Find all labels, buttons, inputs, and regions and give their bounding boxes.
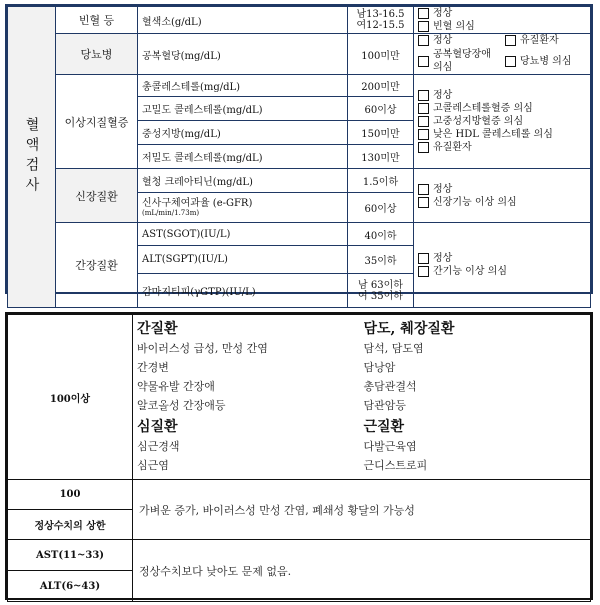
checkbox-icon xyxy=(418,90,429,101)
item-fasting-glucose: 공복혈당(mg/dL) xyxy=(138,34,348,75)
item-total-cholesterol: 총콜레스테롤(mg/dL) xyxy=(138,75,348,97)
option-existing[interactable]: 유질환자 xyxy=(418,141,586,154)
option-existing[interactable]: 유질환자 xyxy=(505,34,586,47)
result-liver xyxy=(414,223,591,308)
checkbox-icon xyxy=(418,56,429,67)
checkbox-icon xyxy=(505,35,516,46)
result-kidney xyxy=(414,169,591,223)
item-ldl: 저밀도 콜레스테롤(mg/dL) xyxy=(138,145,348,169)
category-diabetes: 당뇨병 xyxy=(56,34,138,75)
list-item: 근디스트로피 xyxy=(363,459,428,472)
list-item: 다발근육염 xyxy=(363,440,417,453)
option-anemia[interactable]: 빈혈 의심 xyxy=(418,20,586,33)
checkbox-icon xyxy=(418,184,429,195)
checkbox-icon xyxy=(418,8,429,19)
list-item: 알코올성 간장애등 xyxy=(137,399,226,412)
list-item: 총담관결석 xyxy=(363,380,417,393)
result-lipid xyxy=(414,75,591,169)
normal-note: 정상수치보다 낮아도 문제 없음. xyxy=(133,540,591,602)
checkbox-icon xyxy=(418,35,429,46)
label-over-100: 100이상 xyxy=(8,315,133,480)
ref-ldl: 130미만 xyxy=(348,145,414,169)
ref-alt: 35이하 xyxy=(348,246,414,274)
checkbox-icon xyxy=(418,21,429,32)
item-hdl: 고밀도 콜레스테롤(mg/dL) xyxy=(138,97,348,121)
checkbox-icon xyxy=(418,266,429,277)
option-normal[interactable]: 정상 xyxy=(418,34,499,47)
option-normal[interactable]: 정상 xyxy=(418,183,586,196)
list-item: 담관암등 xyxy=(363,399,407,412)
group-heart-disease: 심질환 심근경색 심근염 xyxy=(137,417,364,475)
group-muscle-disease: 근질환 다발근육염 근디스트로피 xyxy=(364,417,591,475)
list-item: 간경변 xyxy=(137,361,169,374)
ref-triglyceride: 150미만 xyxy=(348,121,414,145)
item-hemoglobin: 혈색소(g/dL) xyxy=(138,7,348,34)
blood-test-label: 혈액검사 xyxy=(8,7,56,308)
group-liver-disease: 간질환 바이러스성 급성, 만성 간염 간경변 약물유발 간장애 알코올성 간장애등 xyxy=(137,319,364,415)
option-kidney-abnormal[interactable]: 신장기능 이상 의심 xyxy=(418,196,586,209)
ref-ast: 40이하 xyxy=(348,223,414,246)
list-item: 심근염 xyxy=(137,459,169,472)
item-ast: AST(SGOT)(IU/L) xyxy=(138,223,348,246)
label-alt-range: ALT(6~43) xyxy=(8,571,133,602)
interpretation-table xyxy=(5,312,593,600)
upper-note: 가벼운 증가, 바이러스성 만성 간염, 폐쇄성 황달의 가능성 xyxy=(133,480,591,540)
option-normal[interactable]: 정상 xyxy=(418,7,586,20)
category-liver: 간장질환 xyxy=(56,223,138,308)
option-normal[interactable]: 정상 xyxy=(418,89,586,102)
checkbox-icon xyxy=(418,142,429,153)
blood-test-table xyxy=(5,4,593,302)
result-anemia xyxy=(414,7,591,34)
ref-ggt: 남 63이하 여 35이하 xyxy=(348,274,414,308)
list-item: 약물유발 간장애 xyxy=(137,380,215,393)
checkbox-icon xyxy=(418,197,429,208)
list-item: 담낭암 xyxy=(363,361,396,374)
list-item: 바이러스성 급성, 만성 간염 xyxy=(137,342,268,355)
item-alt: ALT(SGPT)(IU/L) xyxy=(138,246,348,274)
option-low-hdl[interactable]: 낮은 HDL 콜레스테롤 의심 xyxy=(418,128,586,141)
category-kidney: 신장질환 xyxy=(56,169,138,223)
option-ifg[interactable]: 공복혈당장애 의심 xyxy=(418,48,499,74)
ref-fasting-glucose: 100미만 xyxy=(348,34,414,75)
ref-hdl: 60이상 xyxy=(348,97,414,121)
label-upper-limit: 정상수치의 상한 xyxy=(8,510,133,540)
item-creatinine: 혈청 크레아티닌(mg/dL) xyxy=(138,169,348,193)
item-egfr: 신사구체여과율 (e-GFR) (mL/min/1.73m) xyxy=(138,193,348,223)
option-high-cholesterol[interactable]: 고콜레스테롤혈증 의심 xyxy=(418,102,586,115)
option-liver-abnormal[interactable]: 간기능 이상 의심 xyxy=(418,265,586,278)
ref-creatinine: 1.5이하 xyxy=(348,169,414,193)
checkbox-icon xyxy=(418,129,429,140)
category-anemia: 빈혈 등 xyxy=(56,7,138,34)
option-diabetes[interactable]: 당뇨병 의심 xyxy=(505,48,586,74)
group-biliary-disease: 담도, 췌장질환 담석, 담도염 담낭암 총담관결석 담관암등 xyxy=(364,319,591,415)
result-diabetes xyxy=(414,34,591,75)
checkbox-icon xyxy=(418,253,429,264)
option-normal[interactable]: 정상 xyxy=(418,252,586,265)
list-item: 담석, 담도염 xyxy=(363,342,424,355)
category-lipid: 이상지질혈증 xyxy=(56,75,138,169)
label-ast-range: AST(11~33) xyxy=(8,540,133,571)
ref-total-cholesterol: 200미만 xyxy=(348,75,414,97)
option-high-triglyceride[interactable]: 고중성지방혈증 의심 xyxy=(418,115,586,128)
disease-list xyxy=(133,315,591,480)
label-100: 100 xyxy=(8,480,133,510)
checkbox-icon xyxy=(418,116,429,127)
ref-hemoglobin: 남13-16.5 여12-15.5 xyxy=(348,7,414,34)
list-item: 심근경색 xyxy=(137,440,180,453)
item-ggt: 감마지티피(γGTP)(IU/L) xyxy=(138,274,348,308)
checkbox-icon xyxy=(418,103,429,114)
ref-egfr: 60이상 xyxy=(348,193,414,223)
item-triglyceride: 중성지방(mg/dL) xyxy=(138,121,348,145)
checkbox-icon xyxy=(505,56,516,67)
